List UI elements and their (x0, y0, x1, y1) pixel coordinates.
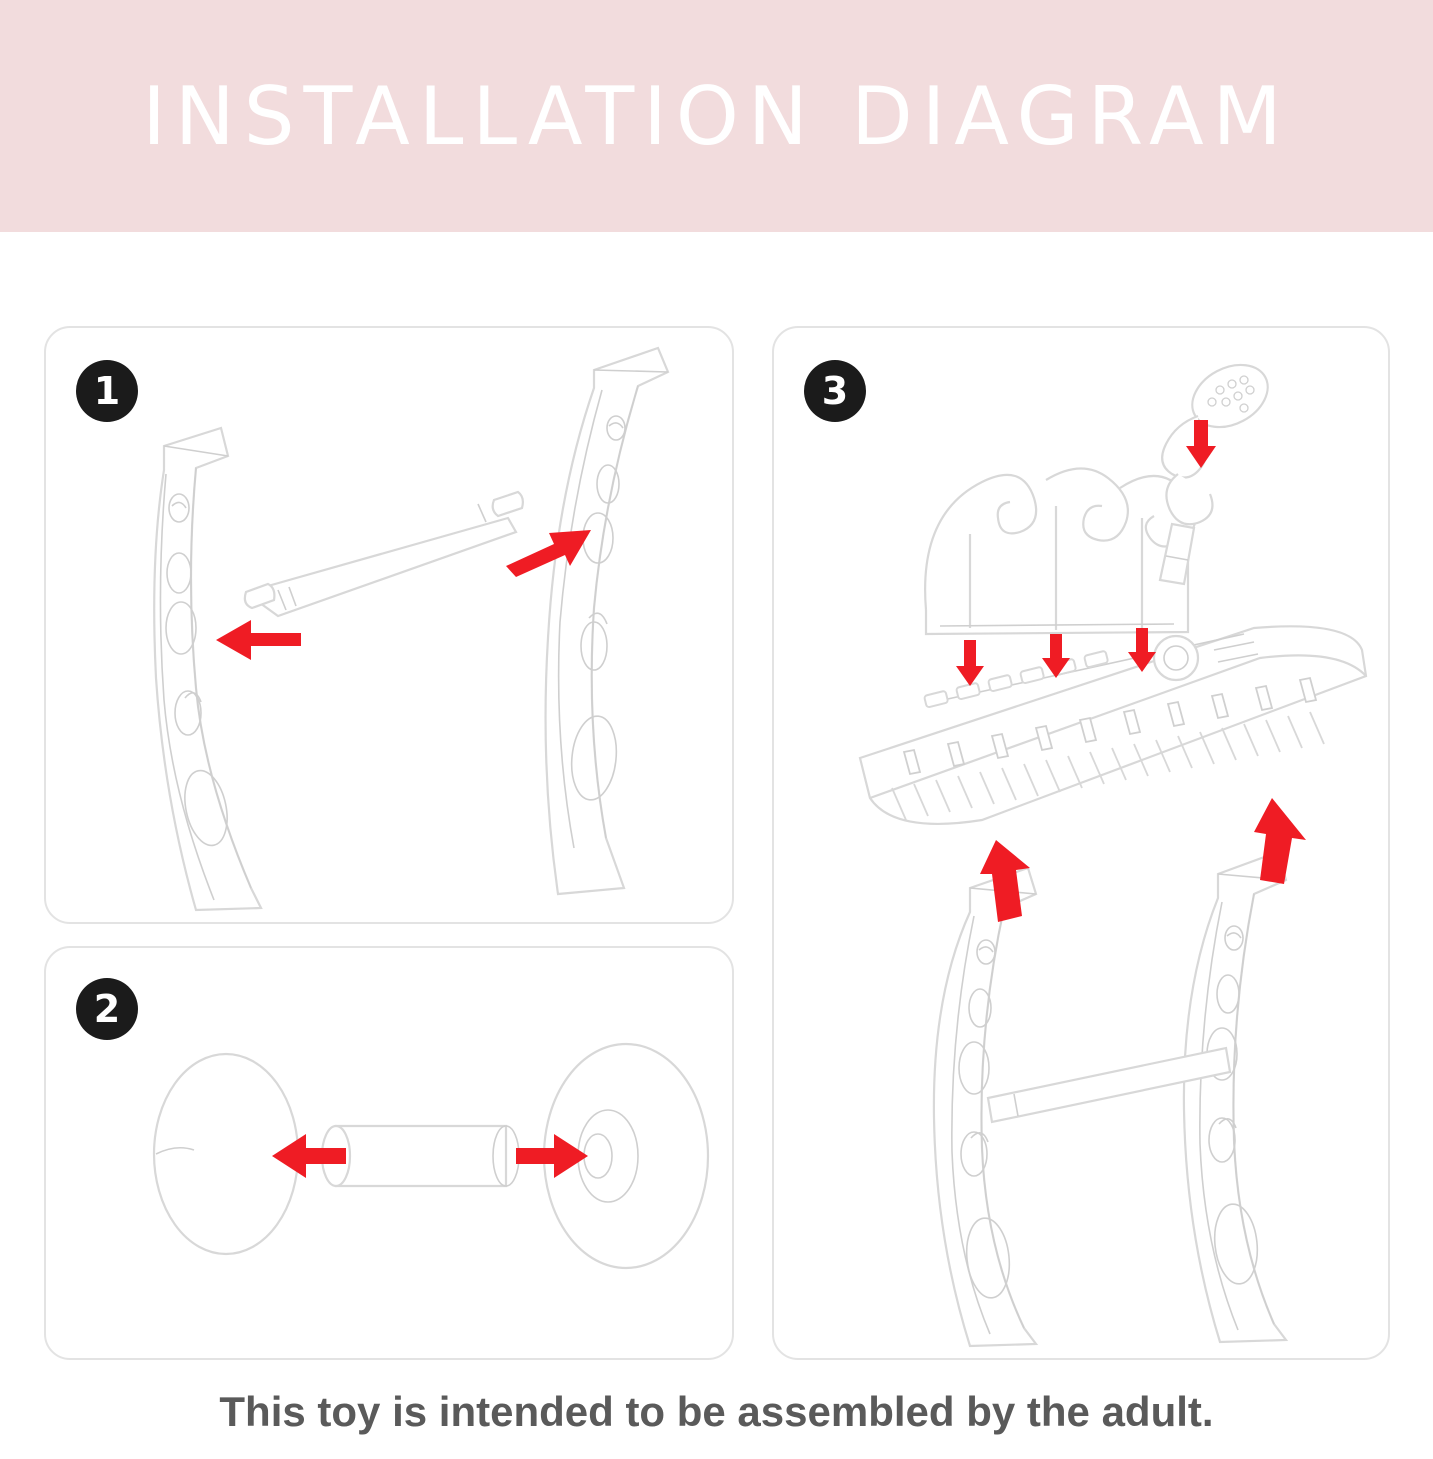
step-2-illustration (46, 948, 732, 1358)
right-leg-part (546, 348, 668, 894)
footer-note: This toy is intended to be assembled by the adult. (219, 1388, 1214, 1435)
assembly-arrow-left (216, 620, 301, 660)
step-2-panel (44, 946, 734, 1360)
tube-part (322, 1126, 519, 1186)
step-3-panel (772, 326, 1390, 1360)
step-1-panel (44, 326, 734, 924)
keyboard-part (860, 626, 1366, 824)
step-3-illustration (774, 328, 1388, 1358)
insert-arrow-music-rest-left (956, 640, 984, 686)
mount-arrow-right (1254, 798, 1306, 884)
page-title: INSTALLATION DIAGRAM (142, 69, 1291, 163)
crossbar-tube-part (245, 492, 523, 616)
left-leg-part (154, 428, 261, 910)
music-rest-part (925, 468, 1195, 634)
assembled-stand-part (934, 852, 1286, 1346)
header-banner (0, 0, 1433, 232)
step-2-badge: 2 (76, 978, 138, 1040)
microphone-part (1160, 352, 1278, 584)
step-1-illustration (46, 328, 732, 922)
step-3-badge: 3 (804, 360, 866, 422)
step-1-badge: 1 (76, 360, 138, 422)
